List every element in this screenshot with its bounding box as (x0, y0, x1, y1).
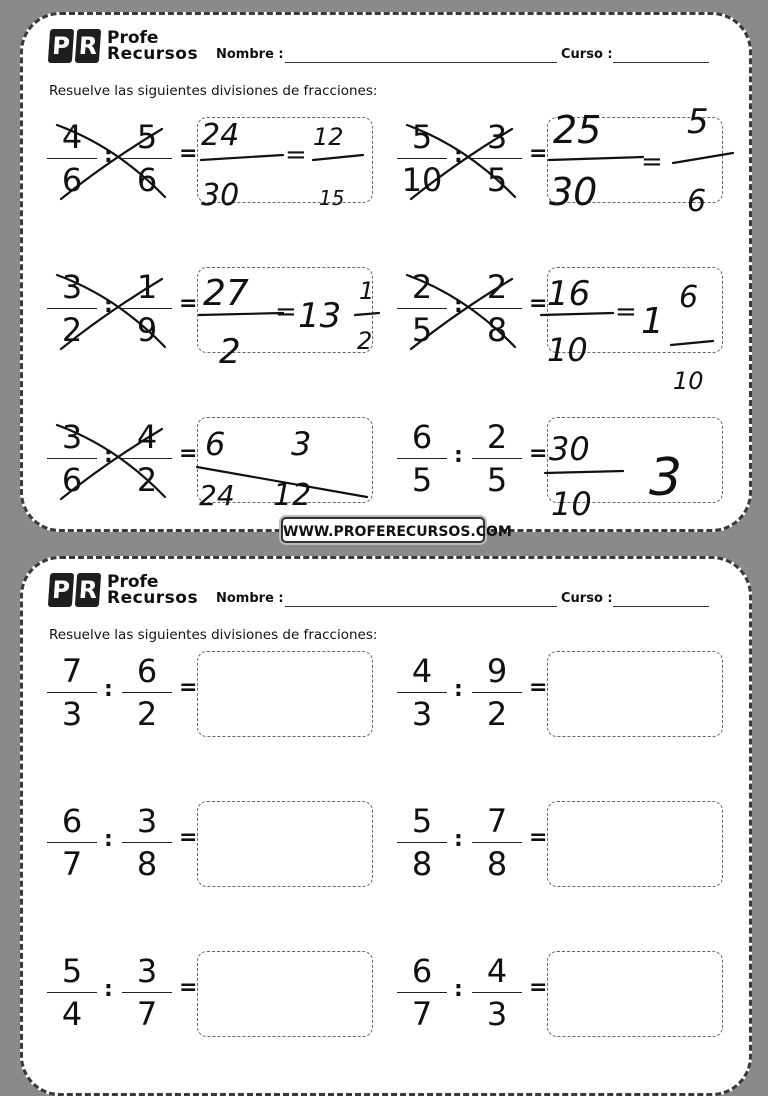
divisor-denominator: 3 (486, 995, 508, 1033)
answer-numerator: 5 (687, 102, 709, 142)
fraction-bar (472, 842, 522, 843)
logo-text-recursos: Recursos (107, 588, 199, 608)
answer-equals: = (275, 297, 297, 327)
dividend-numerator: 5 (411, 118, 433, 156)
answer-numerator: 30 (549, 430, 590, 468)
logo-mark-p: P (48, 29, 74, 63)
worksheet-bottom (20, 556, 752, 1096)
fraction-bar (47, 842, 97, 843)
division-sign: : (454, 977, 463, 1002)
answer-denominator: 15 (319, 186, 345, 210)
dividend-fraction (397, 417, 447, 500)
divisor-denominator: 8 (136, 845, 158, 883)
dividend-numerator: 4 (61, 118, 83, 156)
name-field[interactable] (285, 606, 557, 607)
equals-sign: = (529, 291, 548, 316)
dividend-fraction (397, 117, 447, 200)
dividend-fraction (47, 801, 97, 884)
exercise (47, 117, 377, 217)
instruction-text: Resuelve las siguientes divisiones de fracciones: (49, 627, 378, 643)
logo-mark-r: R (75, 29, 101, 63)
answer-box[interactable] (197, 651, 373, 737)
dividend-fraction (397, 651, 447, 734)
fraction-bar (122, 992, 172, 993)
equals-sign: = (179, 825, 198, 850)
divisor-denominator: 2 (136, 695, 158, 733)
answer-box[interactable] (197, 951, 373, 1037)
worksheet-top (20, 12, 752, 532)
divisor-denominator: 2 (486, 695, 508, 733)
answer-equals: = (641, 147, 663, 177)
answer-denominator: 24 (199, 479, 235, 512)
answer-whole-number: 13 (298, 296, 342, 336)
answer-box[interactable] (547, 651, 723, 737)
answer-numerator: 27 (203, 273, 249, 314)
divisor-numerator: 3 (136, 802, 158, 840)
dividend-fraction (397, 267, 447, 350)
exercise (397, 417, 727, 517)
equals-sign: = (179, 441, 198, 466)
division-sign: : (454, 443, 463, 468)
dividend-fraction (47, 267, 97, 350)
equals-sign: = (179, 141, 198, 166)
answer-numerator: 16 (547, 274, 591, 314)
answer-numerator: 12 (313, 123, 344, 151)
answer-box[interactable] (197, 117, 373, 203)
dividend-numerator: 2 (411, 268, 433, 306)
dividend-numerator: 3 (61, 268, 83, 306)
divisor-fraction (122, 801, 172, 884)
fraction-bar (122, 158, 172, 159)
divisor-denominator: 9 (136, 311, 158, 349)
fraction-bar (472, 692, 522, 693)
fraction-bar (47, 692, 97, 693)
divisor-fraction (472, 951, 522, 1034)
divisor-numerator: 2 (486, 268, 508, 306)
equals-sign: = (179, 675, 198, 700)
fraction-bar (397, 992, 447, 993)
answer-box[interactable] (197, 801, 373, 887)
dividend-fraction (47, 951, 97, 1034)
divisor-fraction (122, 951, 172, 1034)
dividend-denominator: 7 (61, 845, 83, 883)
dividend-denominator: 6 (61, 461, 83, 499)
divisor-fraction (472, 267, 522, 350)
course-label: Curso : (561, 47, 613, 62)
dividend-numerator: 4 (411, 652, 433, 690)
exercise (397, 267, 727, 367)
fraction-bar (397, 458, 447, 459)
dividend-numerator: 6 (411, 418, 433, 456)
instruction-text: Resuelve las siguientes divisiones de fracciones: (49, 83, 378, 99)
exercise (397, 801, 727, 901)
divisor-numerator: 3 (136, 952, 158, 990)
division-sign: : (104, 443, 113, 468)
answer-equals: = (615, 297, 637, 327)
fraction-bar (47, 992, 97, 993)
dividend-fraction (47, 417, 97, 500)
logo-mark-r: R (75, 573, 101, 607)
equals-sign: = (529, 441, 548, 466)
exercise (397, 951, 727, 1051)
name-field[interactable] (285, 62, 557, 63)
divisor-denominator: 5 (486, 461, 508, 499)
exercise (47, 417, 377, 517)
answer-box[interactable] (547, 117, 723, 203)
exercise (397, 651, 727, 751)
divisor-numerator: 9 (486, 652, 508, 690)
answer-denominator: 10 (547, 331, 588, 369)
division-sign: : (104, 977, 113, 1002)
answer-denominator: 30 (549, 170, 598, 214)
fraction-bar (472, 992, 522, 993)
dividend-numerator: 5 (411, 802, 433, 840)
answer-denominator: 6 (687, 184, 707, 219)
equals-sign: = (529, 825, 548, 850)
logo-text-profe: Profe (107, 572, 159, 592)
fraction-bar (397, 842, 447, 843)
fraction-bar (122, 308, 172, 309)
name-label: Nombre : (216, 591, 284, 606)
divisor-fraction (122, 267, 172, 350)
division-sign: : (104, 293, 113, 318)
divisor-numerator: 3 (486, 118, 508, 156)
dividend-numerator: 6 (411, 952, 433, 990)
answer-box[interactable] (197, 417, 373, 503)
equals-sign: = (179, 291, 198, 316)
division-sign: : (454, 293, 463, 318)
divisor-numerator: 5 (136, 118, 158, 156)
dividend-fraction (397, 801, 447, 884)
profe-recursos-logo (49, 29, 209, 65)
divisor-denominator: 6 (136, 161, 158, 199)
dividend-denominator: 4 (61, 995, 83, 1033)
answer-box[interactable] (547, 951, 723, 1037)
fraction-bar (122, 842, 172, 843)
division-sign: : (454, 827, 463, 852)
divisor-fraction (472, 117, 522, 200)
divisor-denominator: 8 (486, 845, 508, 883)
dividend-denominator: 5 (411, 461, 433, 499)
dividend-numerator: 7 (61, 652, 83, 690)
dividend-denominator: 5 (411, 311, 433, 349)
divisor-denominator: 2 (136, 461, 158, 499)
answer-result: 3 (649, 448, 683, 508)
fraction-bar (47, 158, 97, 159)
course-label: Curso : (561, 591, 613, 606)
answer-numerator: 3 (291, 425, 312, 463)
dividend-denominator: 8 (411, 845, 433, 883)
dividend-denominator: 7 (411, 995, 433, 1033)
course-field[interactable] (613, 606, 709, 607)
divisor-fraction (472, 651, 522, 734)
fraction-bar (472, 308, 522, 309)
fraction-bar (397, 692, 447, 693)
divisor-numerator: 6 (136, 652, 158, 690)
equals-sign: = (529, 975, 548, 1000)
dividend-fraction (397, 951, 447, 1034)
divisor-denominator: 7 (136, 995, 158, 1033)
dividend-denominator: 2 (61, 311, 83, 349)
name-label: Nombre : (216, 47, 284, 62)
dividend-denominator: 10 (401, 161, 443, 199)
fraction-bar (472, 158, 522, 159)
division-sign: : (104, 677, 113, 702)
website-url-badge: WWW.PROFERECURSOS.COM (281, 517, 485, 543)
divisor-numerator: 1 (136, 268, 158, 306)
course-field[interactable] (613, 62, 709, 63)
division-sign: : (454, 143, 463, 168)
fraction-bar (47, 458, 97, 459)
logo-mark-p: P (48, 573, 74, 607)
answer-numerator: 25 (553, 108, 602, 152)
answer-equals: = (285, 140, 307, 170)
division-sign: : (104, 827, 113, 852)
exercise (47, 267, 377, 367)
answer-numerator: 6 (205, 425, 226, 463)
logo-text-recursos: Recursos (107, 44, 199, 64)
divisor-fraction (472, 801, 522, 884)
dividend-denominator: 6 (61, 161, 83, 199)
divisor-fraction (122, 651, 172, 734)
divisor-fraction (122, 417, 172, 500)
answer-box[interactable] (547, 801, 723, 887)
fraction-bar (397, 158, 447, 159)
answer-denominator: 2 (219, 332, 241, 372)
fraction-bar (122, 458, 172, 459)
fraction-bar (472, 458, 522, 459)
answer-box[interactable] (547, 417, 723, 503)
divisor-denominator: 5 (486, 161, 508, 199)
equals-sign: = (529, 141, 548, 166)
exercise (47, 951, 377, 1051)
answer-denominator: 10 (673, 367, 704, 395)
answer-numerator: 24 (201, 118, 240, 153)
answer-denominator: 2 (357, 327, 373, 355)
fraction-bar (47, 308, 97, 309)
answer-whole-number: 1 (641, 301, 664, 342)
divisor-fraction (472, 417, 522, 500)
equals-sign: = (529, 675, 548, 700)
answer-denominator: 30 (201, 178, 240, 213)
dividend-numerator: 3 (61, 418, 83, 456)
dividend-numerator: 6 (61, 802, 83, 840)
equals-sign: = (179, 975, 198, 1000)
divisor-fraction (122, 117, 172, 200)
logo-text-profe: Profe (107, 28, 159, 48)
answer-numerator: 6 (679, 280, 699, 315)
dividend-numerator: 5 (61, 952, 83, 990)
answer-box[interactable] (547, 267, 723, 353)
answer-denominator: 10 (551, 485, 592, 523)
dividend-fraction (47, 651, 97, 734)
divisor-numerator: 4 (136, 418, 158, 456)
division-sign: : (454, 677, 463, 702)
exercise (47, 651, 377, 751)
divisor-numerator: 7 (486, 802, 508, 840)
profe-recursos-logo (49, 573, 209, 609)
exercise (397, 117, 727, 217)
dividend-denominator: 3 (411, 695, 433, 733)
answer-numerator: 1 (359, 277, 375, 305)
fraction-bar (122, 692, 172, 693)
division-sign: : (104, 143, 113, 168)
divisor-denominator: 8 (486, 311, 508, 349)
dividend-denominator: 3 (61, 695, 83, 733)
fraction-bar (397, 308, 447, 309)
dividend-fraction (47, 117, 97, 200)
answer-box[interactable] (197, 267, 373, 353)
divisor-numerator: 4 (486, 952, 508, 990)
answer-denominator: 12 (273, 478, 312, 513)
exercise (47, 801, 377, 901)
divisor-numerator: 2 (486, 418, 508, 456)
